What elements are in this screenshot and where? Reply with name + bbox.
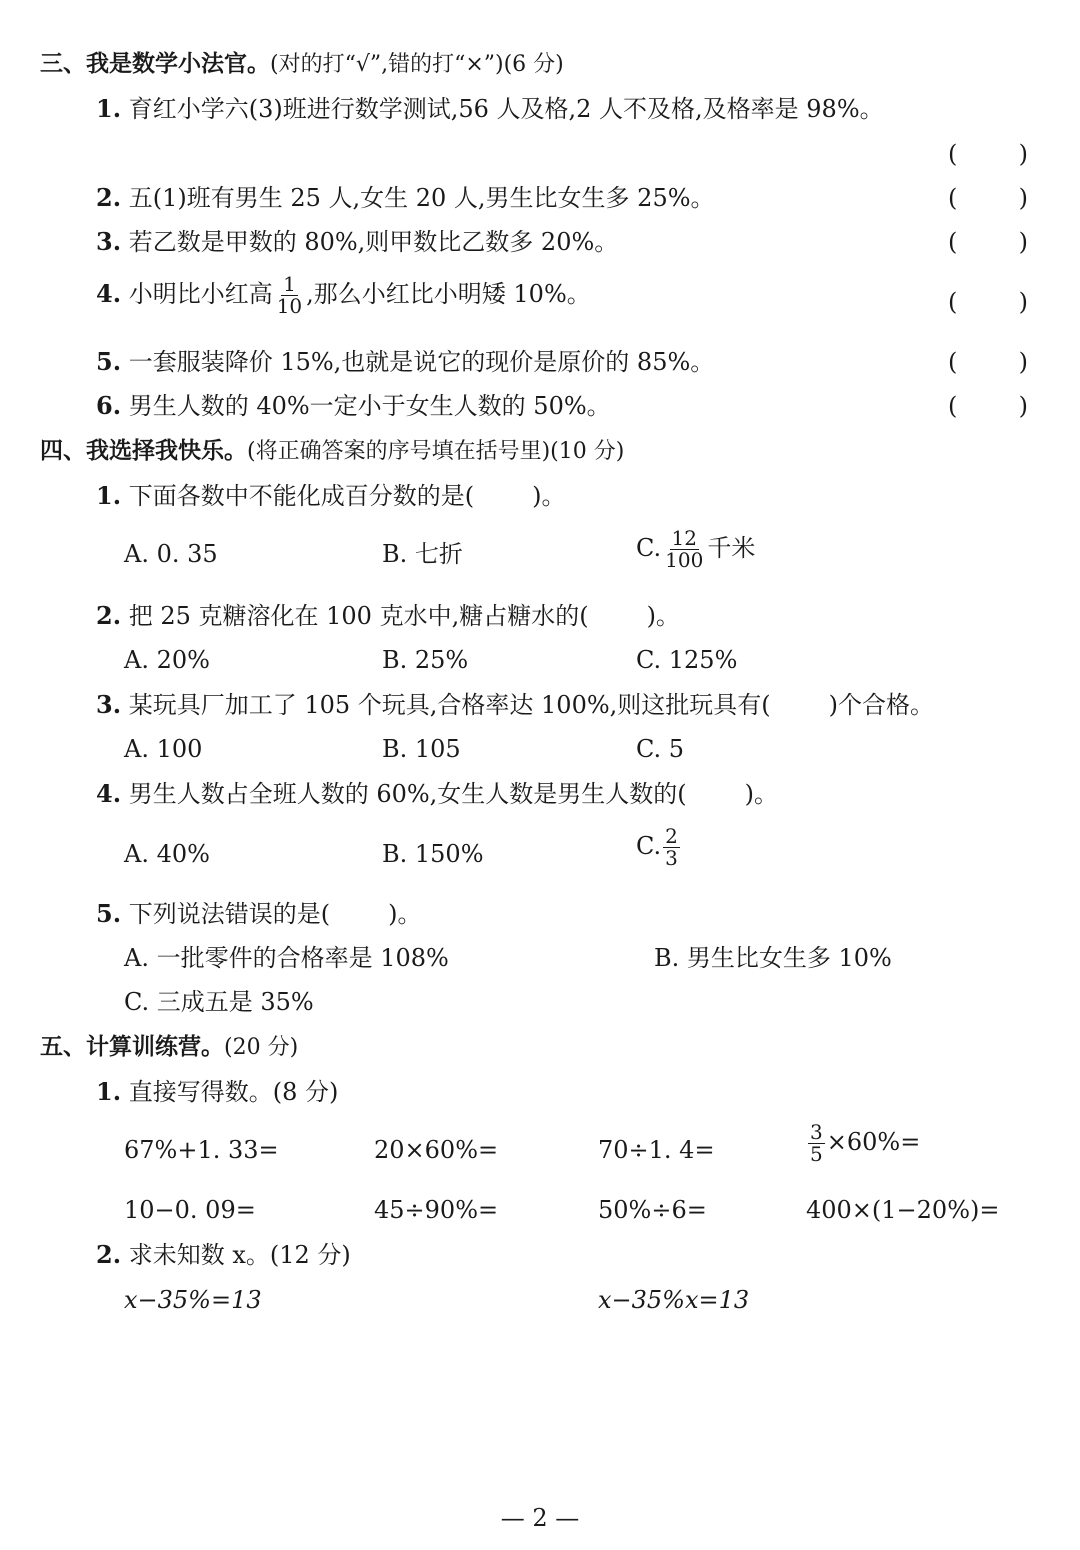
s4-q2-option-c[interactable]: C. 125%	[636, 646, 738, 674]
s4-q1: 1. 下面各数中不能化成百分数的是( )。	[96, 481, 566, 510]
calc-8: 400×(1−20%)=	[806, 1196, 1000, 1224]
s3-answer-paren-1[interactable]: ( )	[948, 140, 1028, 168]
calc-4: $\frac{3}{5}$ ×60%=	[810, 1120, 921, 1166]
s3-item-4: 4. 小明比小红高 $\frac{1}{10}$ ,那么小红比小明矮 10%。	[96, 272, 591, 318]
s4-q2-option-a[interactable]: A. 20%	[124, 646, 210, 674]
calc-5: 10−0. 09=	[124, 1196, 256, 1224]
s3-answer-paren-6[interactable]: ( )	[948, 392, 1028, 420]
s3-item-2: 2. 五(1)班有男生 25 人,女生 20 人,男生比女生多 25%。	[96, 183, 715, 212]
calc-1: 67%+1. 33=	[124, 1136, 279, 1164]
calc-7: 50%÷6=	[598, 1196, 707, 1224]
s3-item-5: 5. 一套服装降价 15%,也就是说它的现价是原价的 85%。	[96, 347, 715, 376]
section5-title: 五、计算训练营。(20 分)	[40, 1033, 299, 1060]
fraction-1-10: $\frac{1}{10}$	[276, 272, 303, 318]
s4-q2-option-b[interactable]: B. 25%	[382, 646, 469, 674]
s5-sub1: 1. 直接写得数。(8 分)	[96, 1077, 339, 1106]
s3-item-1: 1. 育红小学六(3)班进行数学测试,56 人及格,2 人不及格,及格率是 98%。	[96, 94, 884, 123]
s4-q4-option-c[interactable]: C. $\frac{2}{3}$	[636, 824, 678, 870]
fraction-2-3: $\frac{2}{3}$	[665, 824, 678, 870]
s5-sub2: 2. 求未知数 x。(12 分)	[96, 1240, 351, 1269]
s4-q3-option-b[interactable]: B. 105	[382, 735, 461, 763]
section4-title: 四、我选择我快乐。(将正确答案的序号填在括号里)(10 分)	[40, 437, 625, 464]
s3-item-3: 3. 若乙数是甲数的 80%,则甲数比乙数多 20%。	[96, 227, 619, 256]
equation-2: x−35%x=13	[598, 1286, 750, 1314]
s4-q1-option-a[interactable]: A. 0. 35	[124, 540, 218, 568]
s4-q3-option-c[interactable]: C. 5	[636, 735, 685, 763]
s4-q1-option-c[interactable]: C. $\frac{12}{100}$ 千米	[636, 526, 756, 572]
calc-6: 45÷90%=	[374, 1196, 499, 1224]
s4-q4: 4. 男生人数占全班人数的 60%,女生人数是男生人数的( )。	[96, 779, 779, 808]
s3-answer-paren-3[interactable]: ( )	[948, 228, 1028, 256]
s4-q3-option-a[interactable]: A. 100	[124, 735, 203, 763]
s4-q4-option-a[interactable]: A. 40%	[124, 840, 210, 868]
equation-1: x−35%=13	[124, 1286, 262, 1314]
fraction-12-100: $\frac{12}{100}$	[665, 526, 704, 572]
calc-3: 70÷1. 4=	[598, 1136, 715, 1164]
s3-item-6: 6. 男生人数的 40%一定小于女生人数的 50%。	[96, 391, 611, 420]
s3-answer-paren-5[interactable]: ( )	[948, 348, 1028, 376]
s4-q5: 5. 下列说法错误的是( )。	[96, 899, 422, 928]
s4-q3: 3. 某玩具厂加工了 105 个玩具,合格率达 100%,则这批玩具有( )个合格。	[96, 690, 935, 719]
fraction-3-5: $\frac{3}{5}$	[810, 1120, 823, 1166]
s4-q5-option-c[interactable]: C. 三成五是 35%	[124, 988, 314, 1016]
page-number: — 2 —	[500, 1504, 580, 1532]
s4-q4-option-b[interactable]: B. 150%	[382, 840, 484, 868]
section3-title: 三、我是数学小法官。(对的打“√”,错的打“×”)(6 分)	[40, 50, 564, 77]
s4-q5-option-a[interactable]: A. 一批零件的合格率是 108%	[124, 944, 449, 972]
s3-answer-paren-4[interactable]: ( )	[948, 288, 1028, 316]
s4-q1-option-b[interactable]: B. 七折	[382, 540, 463, 568]
s4-q2: 2. 把 25 克糖溶化在 100 克水中,糖占糖水的( )。	[96, 601, 680, 630]
s4-q5-option-b[interactable]: B. 男生比女生多 10%	[654, 944, 892, 972]
calc-2: 20×60%=	[374, 1136, 499, 1164]
s3-answer-paren-2[interactable]: ( )	[948, 184, 1028, 212]
